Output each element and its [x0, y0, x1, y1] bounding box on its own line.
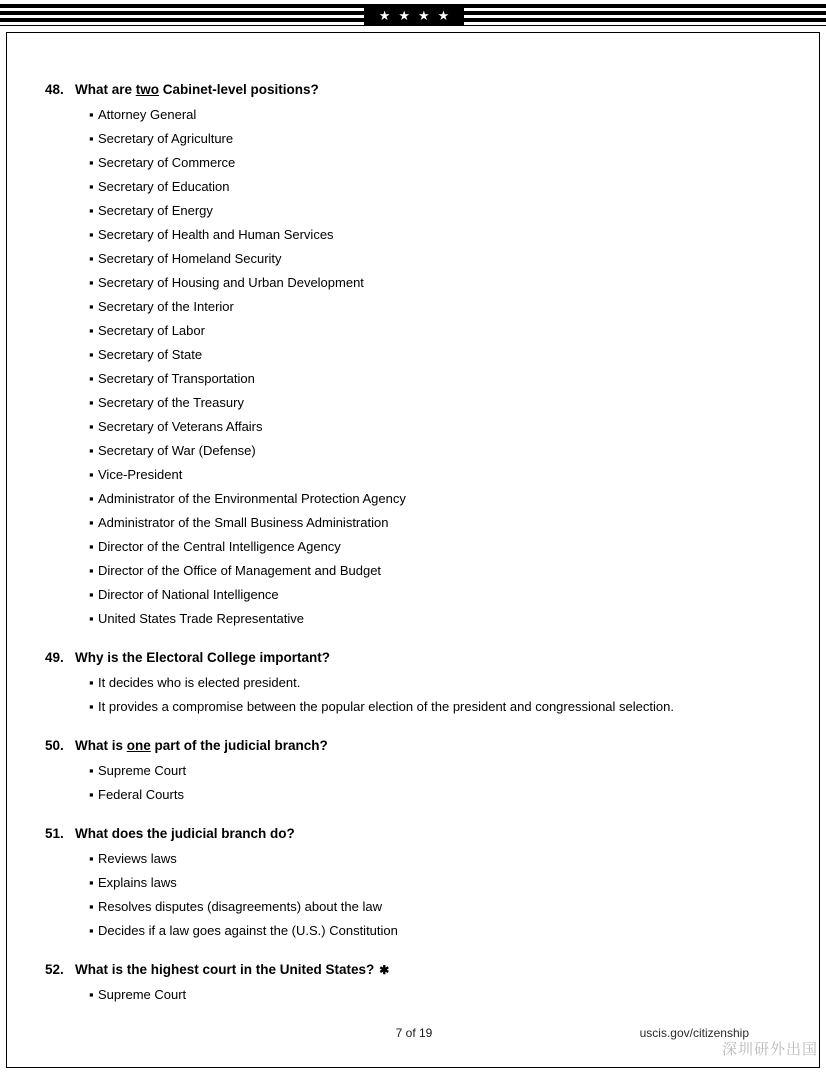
answer-text: Secretary of the Treasury: [98, 395, 244, 410]
question-text: Why is the Electoral College important?: [75, 650, 331, 665]
underlined-word: two: [135, 82, 160, 97]
answer-text: Secretary of Homeland Security: [98, 251, 282, 266]
list-item: [45, 759, 785, 783]
list-item: [45, 391, 785, 415]
star-icon: ★: [437, 7, 450, 23]
answer-text: Secretary of the Interior: [98, 299, 234, 314]
question-number: 48.: [45, 82, 64, 97]
bullet-icon: ▪: [89, 347, 94, 362]
bullet-icon: ▪: [89, 155, 94, 170]
answer-list: [45, 983, 785, 1007]
answer-text: Attorney General: [98, 107, 197, 122]
answer-text: Secretary of Agriculture: [98, 131, 234, 146]
list-item: [45, 151, 785, 175]
bullet-icon: ▪: [89, 491, 94, 506]
list-item: [45, 511, 785, 535]
bullet-icon: ▪: [89, 131, 94, 146]
answer-text: Administrator of the Environmental Protection Agency: [98, 491, 406, 506]
answer-text: Secretary of War (Defense): [98, 443, 256, 458]
list-item: [45, 983, 785, 1007]
bullet-icon: ▪: [89, 227, 94, 242]
answer-text: Supreme Court: [98, 763, 187, 778]
bullet-icon: ▪: [89, 179, 94, 194]
answer-text: Secretary of Commerce: [98, 155, 236, 170]
star-icon: ★: [378, 7, 391, 23]
list-item: [45, 559, 785, 583]
answer-text: Secretary of Health and Human Services: [98, 227, 334, 242]
question-block: [45, 649, 785, 719]
bullet-icon: ▪: [89, 251, 94, 266]
list-item: [45, 271, 785, 295]
answer-text: Secretary of Labor: [98, 323, 205, 338]
bullet-icon: ▪: [89, 371, 94, 386]
bullet-icon: ▪: [89, 587, 94, 602]
banner-star-box: [364, 4, 464, 26]
question-text: What is one part of the judicial branch?: [75, 738, 328, 753]
question-text: What are two Cabinet-level positions?: [75, 82, 319, 97]
bullet-icon: ▪: [89, 763, 94, 778]
question-text: What is the highest court in the United States?: [75, 962, 375, 977]
bullet-icon: ▪: [89, 299, 94, 314]
answer-text: Vice-President: [98, 467, 183, 482]
question-number: 49.: [45, 650, 64, 665]
bullet-icon: ▪: [89, 875, 94, 890]
bullet-icon: ▪: [89, 787, 94, 802]
bullet-icon: ▪: [89, 563, 94, 578]
footer-url: uscis.gov/citizenship: [639, 1026, 749, 1040]
answer-text: Decides if a law goes against the (U.S.) Constitution: [98, 923, 398, 938]
question-text: What does the judicial branch do?: [75, 826, 295, 841]
question-heading: [45, 81, 785, 98]
question-number: 52.: [45, 962, 64, 977]
list-item: [45, 535, 785, 559]
list-item: [45, 319, 785, 343]
list-item: [45, 199, 785, 223]
answer-text: Secretary of Veterans Affairs: [98, 419, 263, 434]
list-item: [45, 415, 785, 439]
bullet-icon: ▪: [89, 107, 94, 122]
answer-list: [45, 103, 785, 631]
answer-text: Director of the Office of Management and Budget: [98, 563, 382, 578]
answer-text: Director of National Intelligence: [98, 587, 279, 602]
list-item: [45, 695, 785, 719]
answer-list: [45, 671, 785, 719]
answer-text: Explains laws: [98, 875, 177, 890]
list-item: [45, 175, 785, 199]
list-item: [45, 127, 785, 151]
question-block: [45, 737, 785, 807]
question-block: [45, 825, 785, 943]
answer-text: Supreme Court: [98, 987, 187, 1002]
question-block: [45, 961, 785, 1007]
bullet-icon: ▪: [89, 851, 94, 866]
list-item: [45, 847, 785, 871]
list-item: [45, 919, 785, 943]
answer-text: Administrator of the Small Business Administration: [98, 515, 389, 530]
question-heading: [45, 737, 785, 754]
list-item: [45, 607, 785, 631]
bullet-icon: ▪: [89, 419, 94, 434]
answer-text: It provides a compromise between the popular election of the president and congressional selection.: [98, 699, 674, 714]
bullet-icon: ▪: [89, 699, 94, 714]
page-number: 7 of 19: [395, 1026, 433, 1040]
bullet-icon: ▪: [89, 395, 94, 410]
bullet-icon: ▪: [89, 923, 94, 938]
answer-text: Secretary of Energy: [98, 203, 213, 218]
answer-text: United States Trade Representative: [98, 611, 304, 626]
star-icon: ★: [418, 7, 430, 23]
list-item: [45, 367, 785, 391]
list-item: [45, 671, 785, 695]
answer-text: It decides who is elected president.: [98, 675, 301, 690]
question-block: [45, 81, 785, 631]
list-item: [45, 783, 785, 807]
list-item: [45, 343, 785, 367]
document-page: [6, 32, 820, 1068]
answer-text: Reviews laws: [98, 851, 177, 866]
list-item: [45, 583, 785, 607]
list-item: [45, 247, 785, 271]
list-item: [45, 223, 785, 247]
answer-text: Secretary of Education: [98, 179, 230, 194]
bullet-icon: ▪: [89, 443, 94, 458]
watermark: 深圳研外出国: [721, 1040, 818, 1058]
bullet-icon: ▪: [89, 515, 94, 530]
answer-text: Director of the Central Intelligence Agency: [98, 539, 341, 554]
list-item: [45, 871, 785, 895]
list-item: [45, 463, 785, 487]
bullet-icon: ▪: [89, 675, 94, 690]
answer-text: Federal Courts: [98, 787, 184, 802]
question-heading: [45, 961, 785, 978]
question-number: 51.: [45, 826, 64, 841]
answer-list: [45, 847, 785, 943]
bullet-icon: ▪: [89, 323, 94, 338]
star-icon: ★: [398, 7, 410, 23]
decorative-banner: [0, 0, 826, 30]
bullet-icon: ▪: [89, 611, 94, 626]
asterisk-icon: ✱: [379, 963, 390, 977]
question-heading: [45, 649, 785, 666]
list-item: [45, 103, 785, 127]
answer-text: Secretary of Transportation: [98, 371, 255, 386]
answer-text: Resolves disputes (disagreements) about the law: [98, 899, 382, 914]
question-heading: [45, 825, 785, 842]
list-item: [45, 487, 785, 511]
bullet-icon: ▪: [89, 467, 94, 482]
bullet-icon: ▪: [89, 539, 94, 554]
bullet-icon: ▪: [89, 987, 94, 1002]
answer-list: [45, 759, 785, 807]
question-number: 50.: [45, 738, 64, 753]
question-list: [45, 81, 785, 1025]
answer-text: Secretary of State: [98, 347, 203, 362]
answer-text: Secretary of Housing and Urban Development: [98, 275, 364, 290]
bullet-icon: ▪: [89, 203, 94, 218]
list-item: [45, 295, 785, 319]
bullet-icon: ▪: [89, 275, 94, 290]
bullet-icon: ▪: [89, 899, 94, 914]
list-item: [45, 439, 785, 463]
underlined-word: one: [126, 738, 151, 753]
list-item: [45, 895, 785, 919]
